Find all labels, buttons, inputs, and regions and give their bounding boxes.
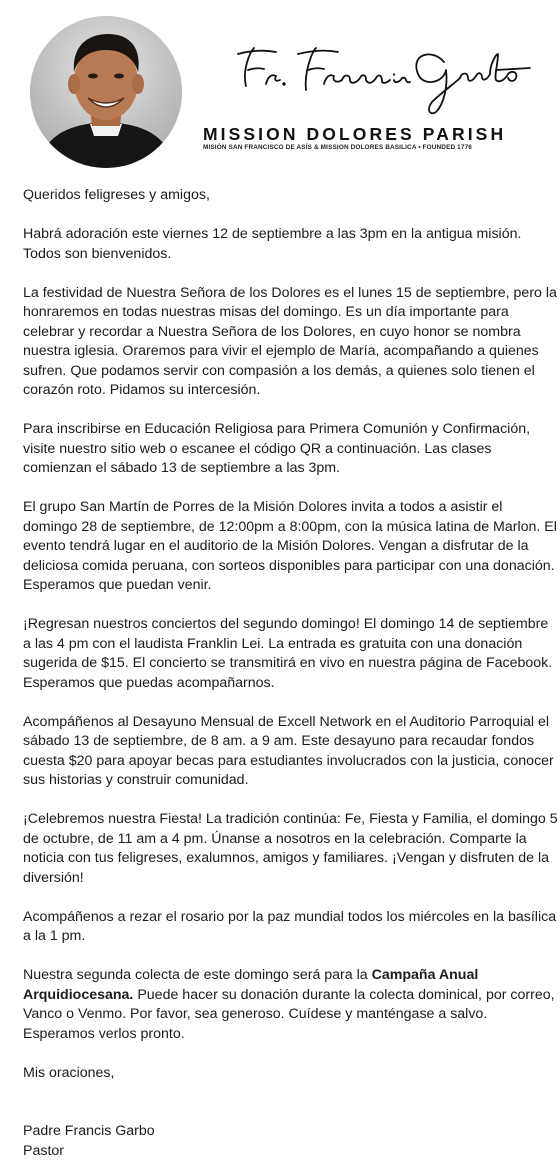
- parish-name: MISSION DOLORES PARISH: [203, 124, 553, 145]
- collection-campaign: Campaña Anual Arquidiocesana.: [23, 967, 478, 1003]
- paragraph-concert: ¡Regresan nuestros conciertos del segundo domingo! El domingo 14 de septiembre a las 4 pm con el laudista Franklin Lei. La entrada es gratuita con una donación sugerida de $15. El concierto se transmitirá en vivo en nuestra página de Facebook. Esperamos que puedas acompañarnos.: [23, 615, 558, 693]
- paragraph-second-collection: [23, 966, 558, 1044]
- collection-intro: Nuestra segunda colecta de este domingo será para la: [23, 967, 372, 983]
- signer-title: Pastor: [23, 1142, 558, 1161]
- paragraph-san-martin-event: El grupo San Martín de Porres de la Misión Dolores invita a todos a asistir el domingo 28 de septiembre, de 12:00pm a 8:00pm, con la música latina de Marlon. El evento tendrá lugar en el auditorio de la Misión Dolores. Vengan a disfrutar de la deliciosa comida peruana, con sorteos disponibles para participar con una donación. Esperamos que puedan venir.: [23, 498, 558, 596]
- pastor-signature: [232, 40, 532, 120]
- paragraph-adoration: Habrá adoración este viernes 12 de septiembre a las 3pm en la antigua misión. Todos son bienvenidos.: [23, 225, 558, 264]
- closing: Mis oraciones,: [23, 1064, 558, 1084]
- signer-name: Padre Francis Garbo: [23, 1122, 558, 1142]
- paragraph-feast-dolores: La festividad de Nuestra Señora de los Dolores es el lunes 15 de septiembre, pero la honraremos en todas nuestras misas del domingo. Es un día importante para celebrar y recordar a Nuestra Señora de los Dolores, en cuyo honor se nombra nuestra iglesia. Oraremos para vivir el ejemplo de María, acompañando a quienes sufren. Que podamos servir con compasión a los demás, a quienes solo tienen el corazón roto. Pidamos su intercesión.: [23, 284, 558, 401]
- greeting: Queridos feligreses y amigos,: [23, 186, 558, 206]
- paragraph-rosary: Acompáñenos a rezar el rosario por la paz mundial todos los miércoles en la basílica a la 1 pm.: [23, 908, 558, 947]
- collection-details: Puede hacer su donación durante la colecta dominical, por correo, Vanco o Venmo. Por favor, sea generoso. Cuídese y manténgase a salvo. Esperamos verlos pronto.: [23, 987, 555, 1042]
- letter-body: [23, 186, 558, 1161]
- paragraph-fiesta: ¡Celebremos nuestra Fiesta! La tradición continúa: Fe, Fiesta y Familia, el domingo 5 de octubre, de 11 am a 4 pm. Únanse a nosotros en la celebración. Comparte la noticia con tus feligreses, exalumnos, amigos y familiares. ¡Vengan y disfruten de la diversión!: [23, 810, 558, 888]
- parish-subtitle: MISIÓN SAN FRANCISCO DE ASÍS & MISSION DOLORES BASILICA • FOUNDED 1776: [203, 144, 555, 151]
- letterhead: [0, 0, 560, 178]
- paragraph-breakfast: Acompáñenos al Desayuno Mensual de Excell Network en el Auditorio Parroquial el sábado 13 de septiembre, de 8 am. a 9 am. Este desayuno para recaudar fondos cuesta $20 para apoyar becas para estudiantes involucrados con la justicia, conocer sus historias y construir comunidad.: [23, 713, 558, 791]
- paragraph-religious-education: Para inscribirse en Educación Religiosa para Primera Comunión y Confirmación, visite nuestro sitio web o escanee el código QR a continuación. Las clases comienzan el sábado 13 de septiembre a las 3pm.: [23, 420, 558, 479]
- pastor-photo: [30, 16, 182, 168]
